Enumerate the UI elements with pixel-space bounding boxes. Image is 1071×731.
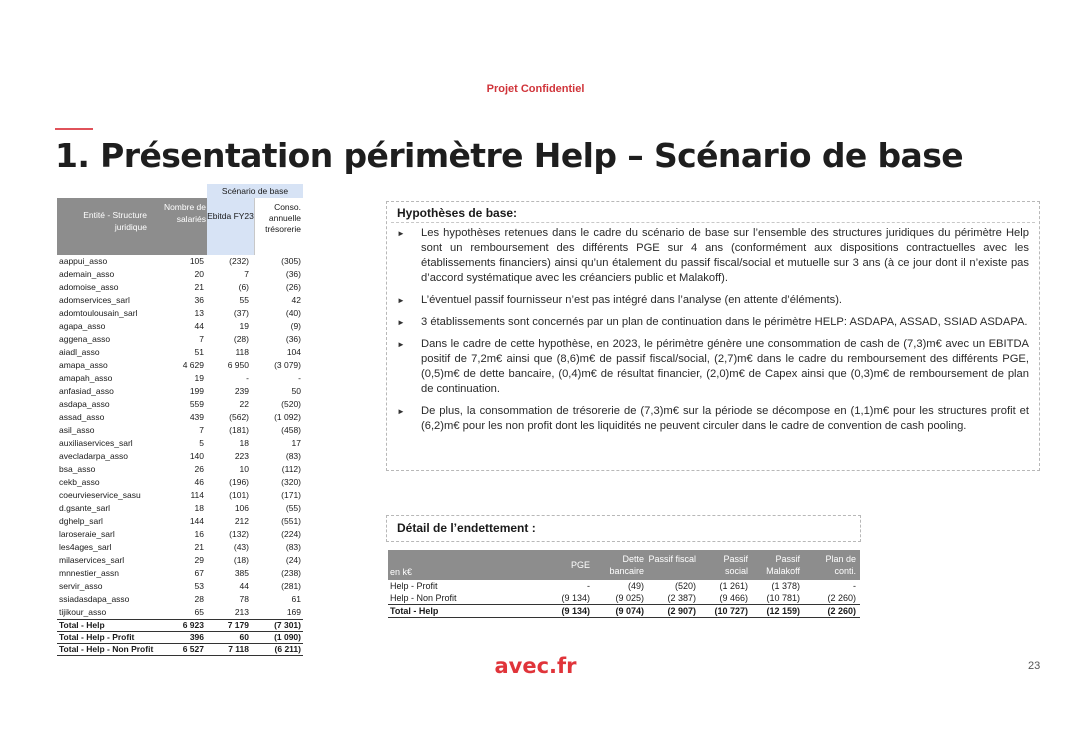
debt-header-pge: PGE <box>570 560 590 570</box>
table-cell: 105 <box>189 256 204 266</box>
table-cell: asil_asso <box>59 425 95 435</box>
table-cell: 21 <box>194 542 204 552</box>
table-cell: 51 <box>194 347 204 357</box>
table-row <box>57 359 303 372</box>
header-employees: Nombre de salariés <box>159 198 207 255</box>
table-cell: milaservices_sarl <box>59 555 125 565</box>
table-row <box>388 580 860 592</box>
table-cell: 55 <box>239 295 249 305</box>
table-row <box>57 320 303 333</box>
confidential-label: Projet Confidentiel <box>486 83 585 95</box>
table-cell: bsa_asso <box>59 464 96 474</box>
title-accent-rule <box>55 128 93 130</box>
hypotheses-box <box>386 201 1040 471</box>
table-cell: 213 <box>234 607 249 617</box>
table-cell: agapa_asso <box>59 321 106 331</box>
table-row <box>57 502 303 515</box>
table-cell: 19 <box>194 373 204 383</box>
table-row <box>57 580 303 593</box>
debt-header-plan: Plan de conti. <box>825 554 856 576</box>
table-row <box>57 281 303 294</box>
entity-table-totals <box>57 619 303 656</box>
page-title: 1. Présentation périmètre Help – Scénario de base <box>55 136 964 175</box>
table-cell: 19 <box>239 321 249 331</box>
debt-header-malakoff: Passif Malakoff <box>766 554 800 576</box>
table-cell: (1 090) <box>274 632 301 642</box>
table-cell: 140 <box>189 451 204 461</box>
table-cell: 10 <box>239 464 249 474</box>
table-row <box>57 437 303 450</box>
hypotheses-divider <box>391 222 1035 223</box>
debt-table-body <box>388 580 860 618</box>
table-cell: 36 <box>194 295 204 305</box>
table-cell: Help - Non Profit <box>390 593 457 603</box>
table-cell: mnnestier_assn <box>59 568 120 578</box>
table-cell: amapah_asso <box>59 373 113 383</box>
table-cell: 78 <box>239 594 249 604</box>
table-cell: (37) <box>233 308 249 318</box>
entity-table-header <box>57 198 303 255</box>
table-cell: (9 074) <box>615 606 644 616</box>
table-cell: - <box>246 373 249 383</box>
table-row <box>57 593 303 606</box>
table-cell: (238) <box>281 568 301 578</box>
table-cell: (24) <box>285 555 301 565</box>
table-row <box>57 411 303 424</box>
brand-logo: avec.fr <box>494 654 577 678</box>
table-cell: les4ages_sarl <box>59 542 112 552</box>
table-cell: 118 <box>235 347 249 357</box>
table-cell: - <box>853 581 856 591</box>
table-cell: (171) <box>281 490 301 500</box>
table-cell: aiadl_asso <box>59 347 100 357</box>
table-cell: (132) <box>229 529 249 539</box>
table-cell: (520) <box>281 399 301 409</box>
entity-table-body <box>57 255 303 619</box>
table-cell: (28) <box>233 334 249 344</box>
table-cell: aggena_asso <box>59 334 111 344</box>
table-cell: 28 <box>194 594 204 604</box>
debt-header-social: Passif social <box>723 554 748 576</box>
table-row <box>57 424 303 437</box>
table-cell: 6 950 <box>227 360 249 370</box>
table-cell: (83) <box>285 542 301 552</box>
table-cell: 22 <box>239 399 249 409</box>
table-cell: 21 <box>194 282 204 292</box>
table-row <box>57 372 303 385</box>
table-cell: (10 781) <box>766 593 800 603</box>
table-cell: (551) <box>281 516 301 526</box>
table-row <box>388 592 860 604</box>
table-cell: (232) <box>229 256 249 266</box>
table-cell: d.gsante_sarl <box>59 503 111 513</box>
debt-table <box>388 550 860 618</box>
table-cell: (40) <box>285 308 301 318</box>
table-cell: Total - Help - Non Profit <box>59 644 154 654</box>
table-cell: (9 466) <box>719 593 748 603</box>
table-cell: servir_asso <box>59 581 103 591</box>
table-cell: adomoise_asso <box>59 282 119 292</box>
table-cell: 106 <box>234 503 249 513</box>
table-cell: (101) <box>229 490 249 500</box>
scenario-header: Scénario de base <box>207 184 303 198</box>
table-cell: (3 079) <box>274 360 301 370</box>
table-cell: - <box>298 373 301 383</box>
bullet-arrow-icon: ► <box>397 229 405 238</box>
table-cell: (196) <box>229 477 249 487</box>
table-row <box>57 554 303 567</box>
table-cell: 50 <box>291 386 301 396</box>
table-cell: (2 907) <box>667 606 696 616</box>
table-cell: 20 <box>194 269 204 279</box>
table-cell: Help - Profit <box>390 581 438 591</box>
total-row <box>57 619 303 631</box>
table-cell: 212 <box>234 516 249 526</box>
table-cell: (18) <box>233 555 249 565</box>
table-cell: amapa_asso <box>59 360 108 370</box>
table-cell: 6 527 <box>182 644 204 654</box>
table-row <box>57 528 303 541</box>
bullet-arrow-icon: ► <box>397 296 405 305</box>
table-cell: assad_asso <box>59 412 105 422</box>
table-cell: (49) <box>627 581 644 591</box>
table-row <box>57 476 303 489</box>
table-cell: (26) <box>285 282 301 292</box>
table-row <box>57 346 303 359</box>
table-cell: 26 <box>194 464 204 474</box>
table-cell: (458) <box>281 425 301 435</box>
bullet-arrow-icon: ► <box>397 407 405 416</box>
table-cell: 7 <box>199 425 204 435</box>
table-cell: asdapa_asso <box>59 399 110 409</box>
table-cell: coeurvieservice_sasu <box>59 490 141 500</box>
table-cell: (6) <box>238 282 249 292</box>
table-cell: Total - Help - Profit <box>59 632 135 642</box>
table-cell: (2 260) <box>827 606 856 616</box>
table-cell: 60 <box>239 632 249 642</box>
table-row <box>57 268 303 281</box>
table-cell: 17 <box>291 438 301 448</box>
table-cell: (1 261) <box>719 581 748 591</box>
table-row <box>57 515 303 528</box>
table-cell: laroseraie_sarl <box>59 529 115 539</box>
table-row <box>57 294 303 307</box>
table-cell: (320) <box>281 477 301 487</box>
table-cell: cekb_asso <box>59 477 100 487</box>
table-cell: (520) <box>674 581 696 591</box>
table-cell: 114 <box>190 490 204 500</box>
hypothesis-item: ► De plus, la consommation de trésorerie de (7,3)m€ sur la période se décompose en (1,1)m€ pour les structures profit et (6,2)m€ pour les non profit dont les liquidités ne peuvent circuler dans le cadre de convention de cash pooling. <box>397 405 1029 432</box>
table-cell: (83) <box>285 451 301 461</box>
page-number: 23 <box>1028 660 1041 672</box>
table-row <box>57 489 303 502</box>
table-cell: 53 <box>194 581 204 591</box>
table-cell: (43) <box>233 542 249 552</box>
table-cell: 223 <box>234 451 249 461</box>
table-cell: 7 <box>199 334 204 344</box>
table-cell: 61 <box>291 594 301 604</box>
table-cell: 4 629 <box>182 360 204 370</box>
table-cell: 44 <box>239 581 249 591</box>
table-cell: (7 301) <box>274 620 301 630</box>
table-cell: (112) <box>281 464 301 474</box>
table-cell: (10 727) <box>714 606 748 616</box>
table-cell: (1 092) <box>274 412 301 422</box>
table-cell: (181) <box>229 425 249 435</box>
table-cell: dghelp_sarl <box>59 516 103 526</box>
table-cell: 13 <box>194 308 204 318</box>
table-cell: adomservices_sarl <box>59 295 130 305</box>
table-cell: (305) <box>281 256 301 266</box>
hypotheses-list <box>397 226 1029 441</box>
total-row <box>57 631 303 643</box>
table-cell: (36) <box>285 334 301 344</box>
table-cell: 44 <box>194 321 204 331</box>
table-cell: (6 211) <box>274 644 301 654</box>
table-row <box>57 541 303 554</box>
table-row <box>57 463 303 476</box>
bullet-arrow-icon: ► <box>397 340 405 349</box>
table-cell: 7 179 <box>227 620 249 630</box>
hypothesis-item: ► 3 établissements sont concernés par un plan de continuation dans le périmètre HELP: ASDAPA, ASSAD, SSIAD ASDAPA. <box>397 316 1028 328</box>
table-cell: 18 <box>194 503 204 513</box>
table-cell: 6 923 <box>182 620 204 630</box>
table-cell: avecladarpa_asso <box>59 451 128 461</box>
table-cell: ssiadasdapa_asso <box>59 594 130 604</box>
table-cell: (36) <box>285 269 301 279</box>
debt-table-header <box>388 550 860 580</box>
table-cell: 199 <box>189 386 204 396</box>
table-cell: (2 387) <box>667 593 696 603</box>
table-cell: (9 134) <box>561 593 590 603</box>
table-cell: adomtoulousain_sarl <box>59 308 138 318</box>
table-row <box>57 398 303 411</box>
table-row <box>57 606 303 619</box>
table-cell: 385 <box>234 568 249 578</box>
table-cell: (9) <box>290 321 301 331</box>
table-cell: (562) <box>229 412 249 422</box>
table-cell: 18 <box>239 438 249 448</box>
table-cell: 42 <box>291 295 301 305</box>
debt-header-bank: Dette bancaire <box>609 554 644 576</box>
table-cell: anfasiad_asso <box>59 386 114 396</box>
table-cell: 29 <box>194 555 204 565</box>
debt-header-fiscal: Passif fiscal <box>648 554 696 564</box>
header-ebitda: Ebitda FY23 <box>207 198 255 255</box>
table-cell: 7 118 <box>228 644 249 654</box>
table-row <box>57 385 303 398</box>
debt-title-box <box>386 515 861 542</box>
table-cell: 559 <box>189 399 204 409</box>
table-cell: (55) <box>285 503 301 513</box>
table-cell: (9 134) <box>561 606 590 616</box>
entity-table <box>57 184 303 656</box>
table-cell: 396 <box>189 632 204 642</box>
table-cell: 7 <box>244 269 249 279</box>
table-cell: aappui_asso <box>59 256 108 266</box>
table-row <box>57 255 303 268</box>
table-row <box>57 450 303 463</box>
header-cash-consumption: Conso. annuelle trésorerie <box>265 202 301 234</box>
table-cell: 169 <box>286 607 301 617</box>
table-cell: Total - Help <box>390 606 439 616</box>
table-cell: 439 <box>189 412 204 422</box>
table-cell: (1 378) <box>771 581 800 591</box>
table-cell: - <box>587 581 590 591</box>
table-cell: ademain_asso <box>59 269 115 279</box>
table-row <box>57 307 303 320</box>
hypothesis-item: ► L’éventuel passif fournisseur n’est pas intégré dans l’analyse (en attente d’éléments). <box>397 294 843 306</box>
table-row <box>57 333 303 346</box>
table-cell: Total - Help <box>59 620 105 630</box>
table-cell: 16 <box>194 529 204 539</box>
table-cell: 65 <box>194 607 204 617</box>
table-cell: 67 <box>194 568 204 578</box>
table-cell: (12 159) <box>766 606 800 616</box>
table-cell: 144 <box>189 516 204 526</box>
header-entity: Entité - Structure juridique <box>57 198 159 255</box>
table-cell: 239 <box>234 386 249 396</box>
debt-title: Détail de l’endettement : <box>397 521 536 535</box>
table-row <box>57 567 303 580</box>
table-cell: (2 260) <box>827 593 856 603</box>
table-cell: (224) <box>281 529 301 539</box>
hypothesis-item: ► Dans le cadre de cette hypothèse, en 2023, le périmètre génère une consommation de cash de (7,3)m€ avec un EBITDA positif de 7,2m€ ainsi que (8,6)m€ de passif fiscal/social, (2,7)m€ dans le cadre du remboursement des différents PGE, (0,5)m€ de dette bancaire, (0,4)m€ de résultat financier, (2,0)m€ de Capex ainsi que (0,3)m€ de remboursement de plan de continuation. <box>397 338 1029 395</box>
table-cell: (9 025) <box>615 593 644 603</box>
debt-unit-label: en k€ <box>390 567 413 577</box>
table-cell: 46 <box>194 477 204 487</box>
hypothesis-item: ► Les hypothèses retenues dans le cadre du scénario de base sur l’ensemble des structures juridiques du périmètre Help sont un remboursement des différents PGE sur 4 ans (conformément aux dispositions contractuelles avec les établissements financiers) ainsi qu’un étalement du passif fiscal/social et mutuelle sur 3 ans (à ce jour dont il n’existe pas d’accord systématique avec les créanciers public et Malakoff). <box>397 227 1029 284</box>
table-cell: (281) <box>281 581 301 591</box>
table-cell: 5 <box>199 438 204 448</box>
table-cell: tijikour_asso <box>59 607 107 617</box>
total-row <box>388 604 860 618</box>
hypotheses-title: Hypothèses de base: <box>397 206 518 220</box>
table-cell: auxiliaservices_sarl <box>59 438 133 448</box>
bullet-arrow-icon: ► <box>397 318 405 327</box>
table-cell: 104 <box>286 347 301 357</box>
